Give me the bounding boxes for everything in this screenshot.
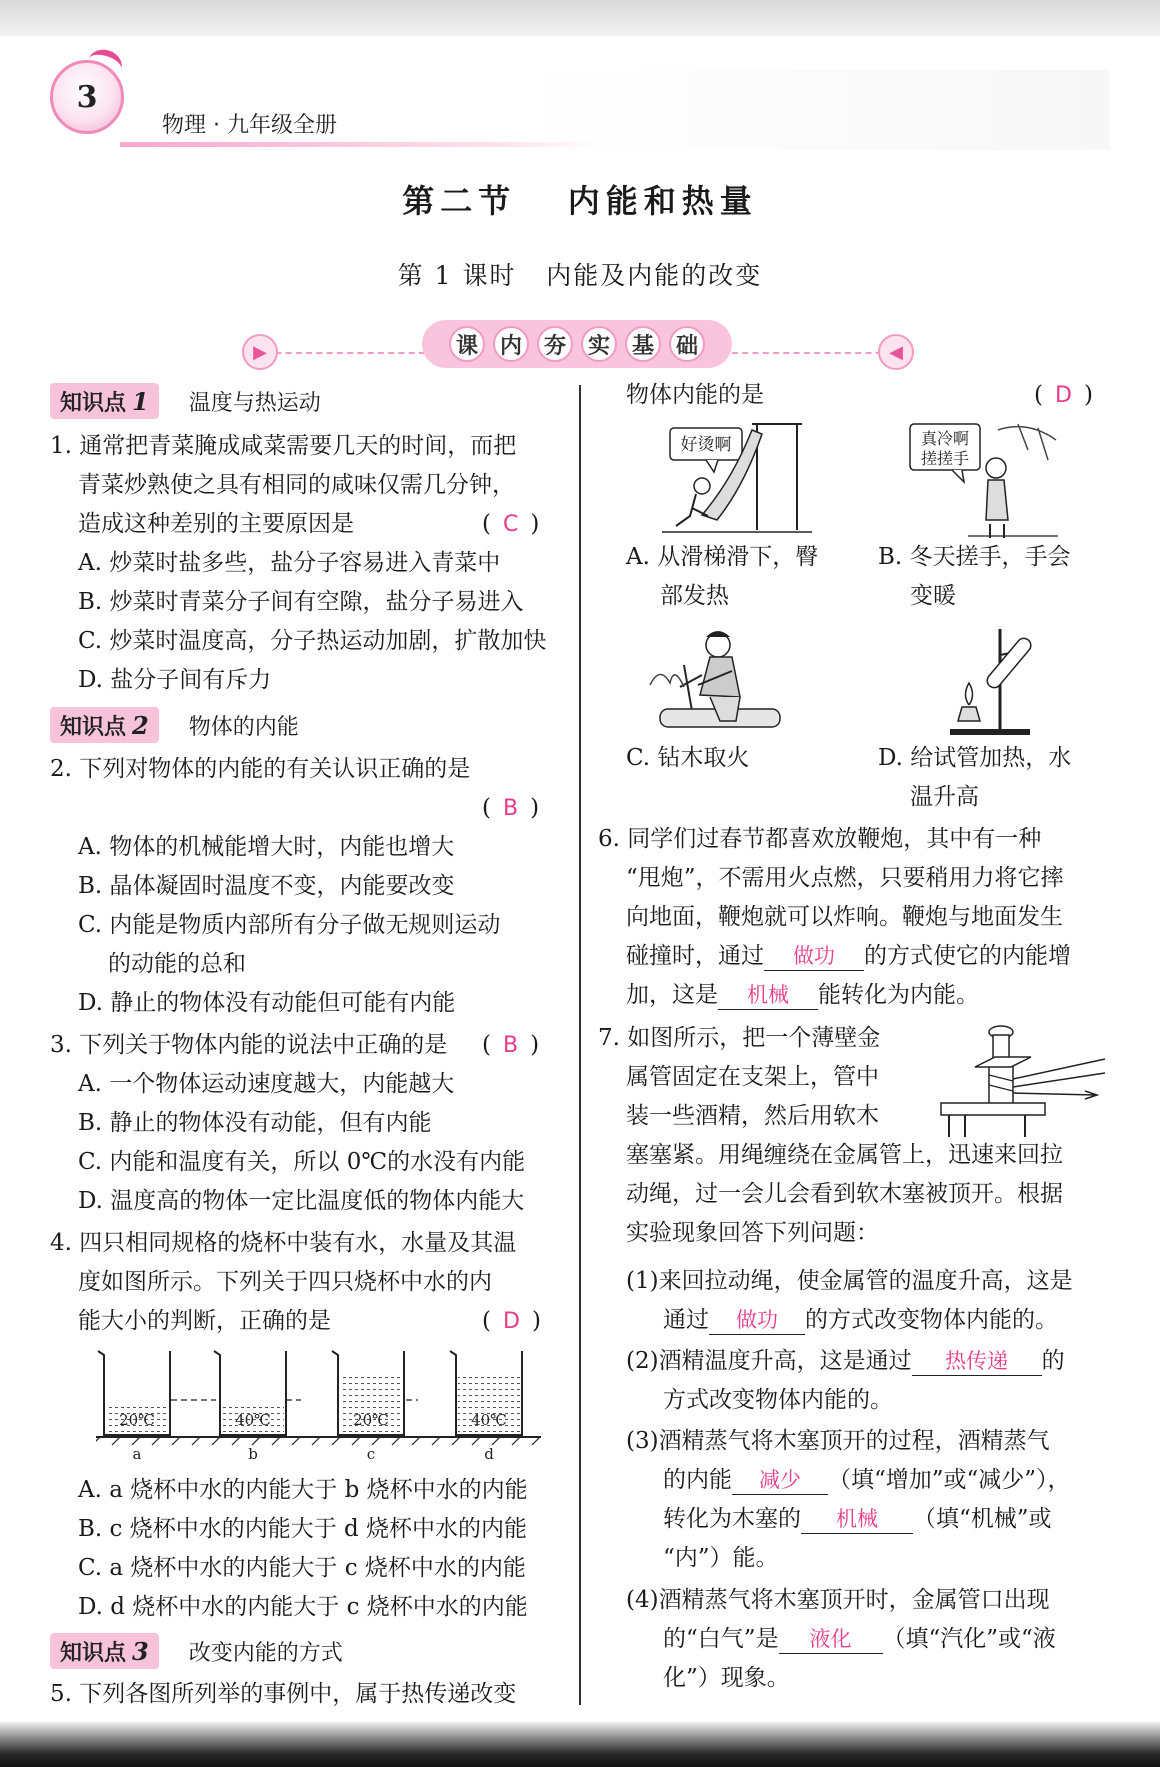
q7-part-4: 化”）现象。 — [663, 1665, 790, 1691]
bubble-text: 搓搓手 — [920, 449, 970, 468]
q2-line: 2. 下列对物体的内能的有关认识正确的是 — [50, 756, 471, 782]
q7-line: 动绳，过一会儿会看到软木塞被顶开。根据 — [626, 1181, 1063, 1207]
q7-part-1: (1)来回拉动绳，使金属管的温度升高，这是 — [626, 1268, 1073, 1294]
q1-option: B. 炒菜时青菜分子间有空隙，盐分子易进入 — [78, 589, 524, 615]
kp-title: 物体的内能 — [188, 714, 299, 740]
q7-line: 装一些酒精，然后用软木 — [626, 1103, 879, 1129]
q7-part-2: 方式改变物体内能的。 — [663, 1387, 893, 1413]
q7-line: 实验现象回答下列问题： — [626, 1220, 879, 1246]
beakers-figure — [96, 1345, 546, 1463]
q1-line: 造成这种差别的主要原因是 — [78, 511, 354, 537]
section-title: 第二节 内能和热量 — [402, 182, 758, 220]
knowledge-point-2 — [50, 707, 299, 743]
banner-line-left — [265, 352, 425, 354]
banner-char: 础 — [669, 326, 705, 362]
q3-line: 3. 下列关于物体内能的说法中正确的是 — [50, 1032, 448, 1058]
page-number: 3 — [76, 79, 98, 115]
banner-char: 内 — [493, 326, 529, 362]
q7-line: 7. 如图所示，把一个薄壁金 — [598, 1025, 881, 1051]
beaker-label: b — [248, 1445, 258, 1463]
q7-blank-3: 减少 — [732, 1466, 828, 1495]
q4-answer: ( D ) — [482, 1308, 541, 1334]
q2-option: 的动能的总和 — [108, 951, 246, 977]
kp-tag: 知识点 2 — [50, 707, 159, 743]
q4-option: B. c 烧杯中水的内能大于 d 烧杯中水的内能 — [78, 1516, 528, 1542]
q6-line: 向地面，鞭炮就可以炸响。鞭炮与地面发生 — [626, 904, 1063, 930]
banner-char: 课 — [449, 326, 485, 362]
q5-option-b: B. 冬天搓手，手会 — [878, 544, 1071, 570]
q3-option: D. 温度高的物体一定比温度低的物体内能大 — [78, 1188, 525, 1214]
q4-option: C. a 烧杯中水的内能大于 c 烧杯中水的内能 — [78, 1555, 526, 1581]
q1-option: A. 炒菜时盐多些，盐分子容易进入青菜中 — [78, 550, 501, 576]
q1-line: 青菜炒熟使之具有相同的咸味仅需几分钟， — [78, 472, 515, 498]
kp-title: 改变内能的方式 — [188, 1640, 343, 1666]
viewer-top-bar — [0, 0, 1160, 36]
q5-option-d: D. 给试管加热，水 — [878, 745, 1072, 771]
kp-tag: 知识点 1 — [50, 383, 159, 419]
q7-part-4: (4)酒精蒸气将木塞顶开时，金属管口出现 — [626, 1587, 1050, 1613]
q1-option: C. 炒菜时温度高，分子热运动加剧，扩散加快 — [78, 628, 547, 654]
q7-part-1: 通过 做功 的方式改变物体内能的。 — [663, 1307, 1058, 1333]
q7-blank-5: 液化 — [779, 1625, 883, 1654]
rubbing-hands-picture — [908, 420, 1058, 538]
q3-answer: ( B ) — [482, 1032, 540, 1058]
q6-line: “甩炮”，不需用火点燃，只要稍用力将它摔 — [626, 865, 1064, 891]
q4-line: 度如图所示。下列关于四只烧杯中水的内 — [78, 1269, 492, 1295]
q3-option: C. 内能和温度有关，所以 0℃的水没有内能 — [78, 1149, 526, 1175]
q2-option: D. 静止的物体没有动能但可能有内能 — [78, 990, 456, 1016]
viewer-bottom-bar — [0, 1722, 1160, 1767]
slide-picture — [662, 420, 812, 538]
banner-line-right — [732, 352, 892, 354]
column-divider — [579, 385, 581, 1705]
q7-blank-4: 机械 — [801, 1505, 913, 1534]
q4-option: D. d 烧杯中水的内能大于 c 烧杯中水的内能 — [78, 1594, 528, 1620]
q2-option: A. 物体的机械能增大时，内能也增大 — [78, 834, 455, 860]
q1-answer: ( C ) — [482, 511, 540, 537]
q6-line: 加，这是 机械 能转化为内能。 — [626, 982, 979, 1008]
banner-char: 夯 — [537, 326, 573, 362]
kp-tag: 知识点 3 — [50, 1633, 159, 1669]
beaker-label: c — [366, 1445, 376, 1463]
q6-line: 碰撞时，通过 做功 的方式使它的内能增 — [626, 943, 1071, 969]
q5-answer: ( D ) — [1034, 382, 1093, 408]
q5-option-a: 部发热 — [660, 583, 729, 609]
beaker-label: d — [484, 1445, 494, 1463]
q2-answer: ( B ) — [482, 795, 540, 821]
q3-option: A. 一个物体运动速度越大，内能越大 — [78, 1071, 455, 1097]
q4-line: 4. 四只相同规格的烧杯中装有水，水量及其温 — [50, 1230, 517, 1256]
q4-line: 能大小的判断，正确的是 — [78, 1308, 331, 1334]
q7-part-3: (3)酒精蒸气将木塞顶开的过程，酒精蒸气 — [626, 1428, 1050, 1454]
q5-option-d: 温升高 — [910, 784, 979, 810]
q5-line: 5. 下列各图所列举的事例中，属于热传递改变 — [50, 1681, 517, 1707]
kp-title: 温度与热运动 — [188, 390, 321, 416]
q2-option: B. 晶体凝固时温度不变，内能要改变 — [78, 873, 455, 899]
beaker-label: a — [132, 1445, 142, 1463]
q5-option-b: 变暖 — [910, 583, 956, 609]
section-banner — [422, 320, 732, 368]
q5-option-a: A. 从滑梯滑下，臀 — [626, 544, 819, 570]
q7-part-3: 的内能 减少 （填“增加”或“减少”）， — [663, 1467, 1071, 1493]
q5-line: 物体内能的是 — [626, 382, 764, 408]
q7-part-2: (2)酒精温度升高，这是通过 热传递 的 — [626, 1348, 1065, 1374]
q7-part-4: 的“白气”是 液化 （填“汽化”或“液 — [663, 1626, 1056, 1652]
bubble-text: 真冷啊 — [920, 429, 970, 448]
lesson-title: 第 1 课时 内能及内能的改变 — [397, 261, 763, 290]
heating-test-tube-picture — [940, 625, 1060, 737]
q6-blank-1: 做功 — [764, 942, 864, 971]
q1-line: 1. 通常把青菜腌成咸菜需要几天的时间，而把 — [50, 433, 517, 459]
q2-option: C. 内能是物质内部所有分子做无规则运动 — [78, 912, 501, 938]
banner-char: 实 — [581, 326, 617, 362]
q7-blank-1: 做功 — [709, 1306, 805, 1335]
beaker-temp: 40℃ — [471, 1411, 507, 1429]
metal-tube-apparatus — [935, 1023, 1110, 1141]
play-left-icon: ◀ — [878, 334, 914, 370]
q4-option: A. a 烧杯中水的内能大于 b 烧杯中水的内能 — [78, 1477, 528, 1503]
q7-part-3: 转化为木塞的 机械 （填“机械”或 — [663, 1506, 1052, 1532]
beaker-temp: 20℃ — [119, 1411, 155, 1429]
knowledge-point-3 — [50, 1633, 343, 1669]
page-number-badge — [50, 60, 124, 134]
q7-line: 属管固定在支架上，管中 — [626, 1064, 879, 1090]
drilling-wood-picture — [640, 625, 790, 737]
q6-blank-2: 机械 — [718, 981, 818, 1010]
book-title: 物理 · 九年级全册 — [162, 113, 337, 138]
q1-option: D. 盐分子间有斥力 — [78, 667, 272, 693]
q7-line: 塞塞紧。用绳缠绕在金属管上，迅速来回拉 — [626, 1142, 1063, 1168]
q7-part-3: “内”）能。 — [663, 1545, 779, 1571]
play-right-icon: ▶ — [242, 334, 278, 370]
q5-option-c: C. 钻木取火 — [626, 745, 750, 771]
beaker-temp: 20℃ — [353, 1411, 389, 1429]
beaker-temp: 40℃ — [235, 1411, 271, 1429]
q6-line: 6. 同学们过春节都喜欢放鞭炮，其中有一种 — [598, 826, 1042, 852]
bubble-text: 好烫啊 — [680, 435, 732, 455]
header-band — [520, 70, 1110, 150]
q3-option: B. 静止的物体没有动能，但有内能 — [78, 1110, 432, 1136]
q7-blank-2: 热传递 — [912, 1347, 1042, 1376]
banner-char: 基 — [625, 326, 661, 362]
header-underline — [120, 142, 600, 147]
knowledge-point-1 — [50, 383, 321, 419]
